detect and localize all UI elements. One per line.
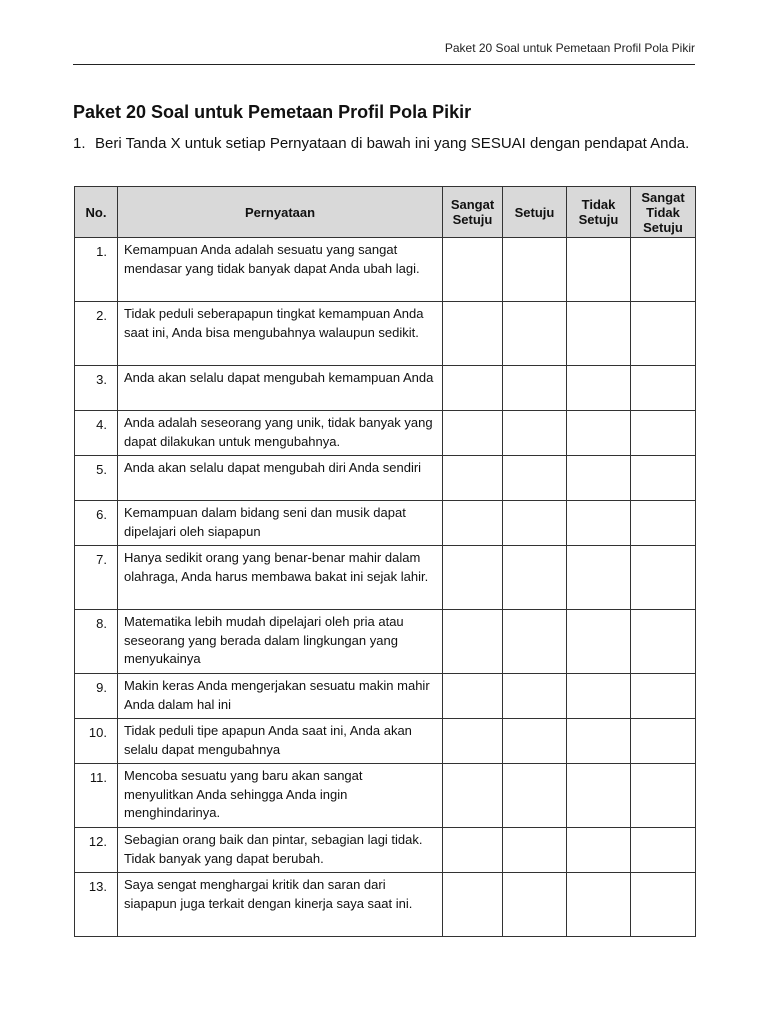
table-row (75, 719, 696, 764)
row-number: 8. (75, 610, 118, 674)
row-number: 9. (75, 674, 118, 719)
answer-cell-tidak-setuju[interactable] (567, 719, 631, 764)
table-row (75, 674, 696, 719)
col-header-sangat-setuju: Sangat Setuju (443, 187, 503, 238)
answer-cell-sangat-setuju[interactable] (443, 674, 503, 719)
answer-cell-sangat-tidak-setuju[interactable] (631, 764, 696, 828)
answer-cell-sangat-setuju[interactable] (443, 456, 503, 501)
answer-cell-sangat-tidak-setuju[interactable] (631, 302, 696, 366)
table-row (75, 366, 696, 411)
answer-cell-sangat-tidak-setuju[interactable] (631, 546, 696, 610)
table-row (75, 238, 696, 302)
answer-cell-sangat-setuju[interactable] (443, 302, 503, 366)
answer-cell-setuju[interactable] (503, 302, 567, 366)
statement-text: Kemampuan Anda adalah sesuatu yang sangat mendasar yang tidak banyak dapat Anda ubah lagi. (118, 238, 443, 302)
col-header-statement: Pernyataan (118, 187, 443, 238)
answer-cell-setuju[interactable] (503, 674, 567, 719)
document-title: Paket 20 Soal untuk Pemetaan Profil Pola Pikir (73, 102, 472, 122)
answer-cell-tidak-setuju[interactable] (567, 302, 631, 366)
row-number: 10. (75, 719, 118, 764)
answer-cell-sangat-setuju[interactable] (443, 366, 503, 411)
statement-text: Kemampuan dalam bidang seni dan musik dapat dipelajari oleh siapapun (118, 501, 443, 546)
table-row (75, 828, 696, 873)
col-header-no: No. (75, 187, 118, 238)
statement-text: Tidak peduli tipe apapun Anda saat ini, Anda akan selalu dapat mengubahnya (118, 719, 443, 764)
row-number: 11. (75, 764, 118, 828)
answer-cell-sangat-setuju[interactable] (443, 719, 503, 764)
answer-cell-sangat-tidak-setuju[interactable] (631, 501, 696, 546)
answer-cell-sangat-tidak-setuju[interactable] (631, 610, 696, 674)
instruction (73, 133, 695, 154)
survey-table (74, 186, 696, 937)
table-row (75, 456, 696, 501)
row-number: 4. (75, 411, 118, 456)
answer-cell-sangat-setuju[interactable] (443, 610, 503, 674)
answer-cell-sangat-setuju[interactable] (443, 764, 503, 828)
answer-cell-setuju[interactable] (503, 456, 567, 501)
row-number: 5. (75, 456, 118, 501)
col-header-setuju: Setuju (503, 187, 567, 238)
answer-cell-setuju[interactable] (503, 411, 567, 456)
answer-cell-tidak-setuju[interactable] (567, 411, 631, 456)
answer-cell-sangat-setuju[interactable] (443, 828, 503, 873)
answer-cell-setuju[interactable] (503, 366, 567, 411)
answer-cell-sangat-tidak-setuju[interactable] (631, 238, 696, 302)
answer-cell-setuju[interactable] (503, 873, 567, 937)
statement-text: Anda akan selalu dapat mengubah diri Anda sendiri (118, 456, 443, 501)
answer-cell-tidak-setuju[interactable] (567, 873, 631, 937)
statement-text: Makin keras Anda mengerjakan sesuatu makin mahir Anda dalam hal ini (118, 674, 443, 719)
table-row (75, 501, 696, 546)
row-number: 1. (75, 238, 118, 302)
answer-cell-setuju[interactable] (503, 610, 567, 674)
answer-cell-sangat-setuju[interactable] (443, 873, 503, 937)
row-number: 3. (75, 366, 118, 411)
row-number: 2. (75, 302, 118, 366)
answer-cell-tidak-setuju[interactable] (567, 674, 631, 719)
header-rule (73, 64, 695, 65)
answer-cell-sangat-setuju[interactable] (443, 411, 503, 456)
table-row (75, 764, 696, 828)
row-number: 12. (75, 828, 118, 873)
answer-cell-tidak-setuju[interactable] (567, 238, 631, 302)
answer-cell-tidak-setuju[interactable] (567, 764, 631, 828)
table-row (75, 546, 696, 610)
statement-text: Matematika lebih mudah dipelajari oleh pria atau seseorang yang berada dalam lingkungan yang menyukainya (118, 610, 443, 674)
statement-text: Anda adalah seseorang yang unik, tidak banyak yang dapat dilakukan untuk mengubahnya. (118, 411, 443, 456)
answer-cell-sangat-tidak-setuju[interactable] (631, 674, 696, 719)
instruction-number: 1. (73, 135, 86, 152)
answer-cell-setuju[interactable] (503, 238, 567, 302)
statement-text: Hanya sedikit orang yang benar-benar mahir dalam olahraga, Anda harus membawa bakat ini sejak lahir. (118, 546, 443, 610)
table-row (75, 610, 696, 674)
statement-text: Mencoba sesuatu yang baru akan sangat menyulitkan Anda sehingga Anda ingin menghindarinya. (118, 764, 443, 828)
statement-text: Sebagian orang baik dan pintar, sebagian lagi tidak. Tidak banyak yang dapat berubah. (118, 828, 443, 873)
answer-cell-tidak-setuju[interactable] (567, 828, 631, 873)
answer-cell-setuju[interactable] (503, 764, 567, 828)
table-header-row (75, 187, 696, 238)
answer-cell-sangat-tidak-setuju[interactable] (631, 873, 696, 937)
answer-cell-sangat-tidak-setuju[interactable] (631, 366, 696, 411)
answer-cell-tidak-setuju[interactable] (567, 366, 631, 411)
answer-cell-setuju[interactable] (503, 501, 567, 546)
answer-cell-tidak-setuju[interactable] (567, 610, 631, 674)
answer-cell-tidak-setuju[interactable] (567, 546, 631, 610)
table-row (75, 873, 696, 937)
answer-cell-setuju[interactable] (503, 828, 567, 873)
answer-cell-tidak-setuju[interactable] (567, 456, 631, 501)
statement-text: Saya sengat menghargai kritik dan saran dari siapapun juga terkait dengan kinerja saya saat ini. (118, 873, 443, 937)
instruction-text: Beri Tanda X untuk setiap Pernyataan di bawah ini yang SESUAI dengan pendapat Anda. (95, 135, 690, 152)
answer-cell-sangat-setuju[interactable] (443, 546, 503, 610)
answer-cell-sangat-tidak-setuju[interactable] (631, 456, 696, 501)
col-header-tidak-setuju: Tidak Setuju (567, 187, 631, 238)
answer-cell-sangat-setuju[interactable] (443, 501, 503, 546)
running-header: Paket 20 Soal untuk Pemetaan Profil Pola Pikir (444, 41, 695, 55)
row-number: 7. (75, 546, 118, 610)
statement-text: Anda akan selalu dapat mengubah kemampuan Anda (118, 366, 443, 411)
answer-cell-tidak-setuju[interactable] (567, 501, 631, 546)
answer-cell-setuju[interactable] (503, 546, 567, 610)
table-row (75, 411, 696, 456)
table-row (75, 302, 696, 366)
col-header-sangat-tidak-setuju: Sangat Tidak Setuju (631, 187, 696, 238)
answer-cell-sangat-tidak-setuju[interactable] (631, 411, 696, 456)
answer-cell-sangat-tidak-setuju[interactable] (631, 719, 696, 764)
row-number: 6. (75, 501, 118, 546)
answer-cell-setuju[interactable] (503, 719, 567, 764)
row-number: 13. (75, 873, 118, 937)
answer-cell-sangat-tidak-setuju[interactable] (631, 828, 696, 873)
answer-cell-sangat-setuju[interactable] (443, 238, 503, 302)
statement-text: Tidak peduli seberapapun tingkat kemampuan Anda saat ini, Anda bisa mengubahnya walaupun sedikit. (118, 302, 443, 366)
